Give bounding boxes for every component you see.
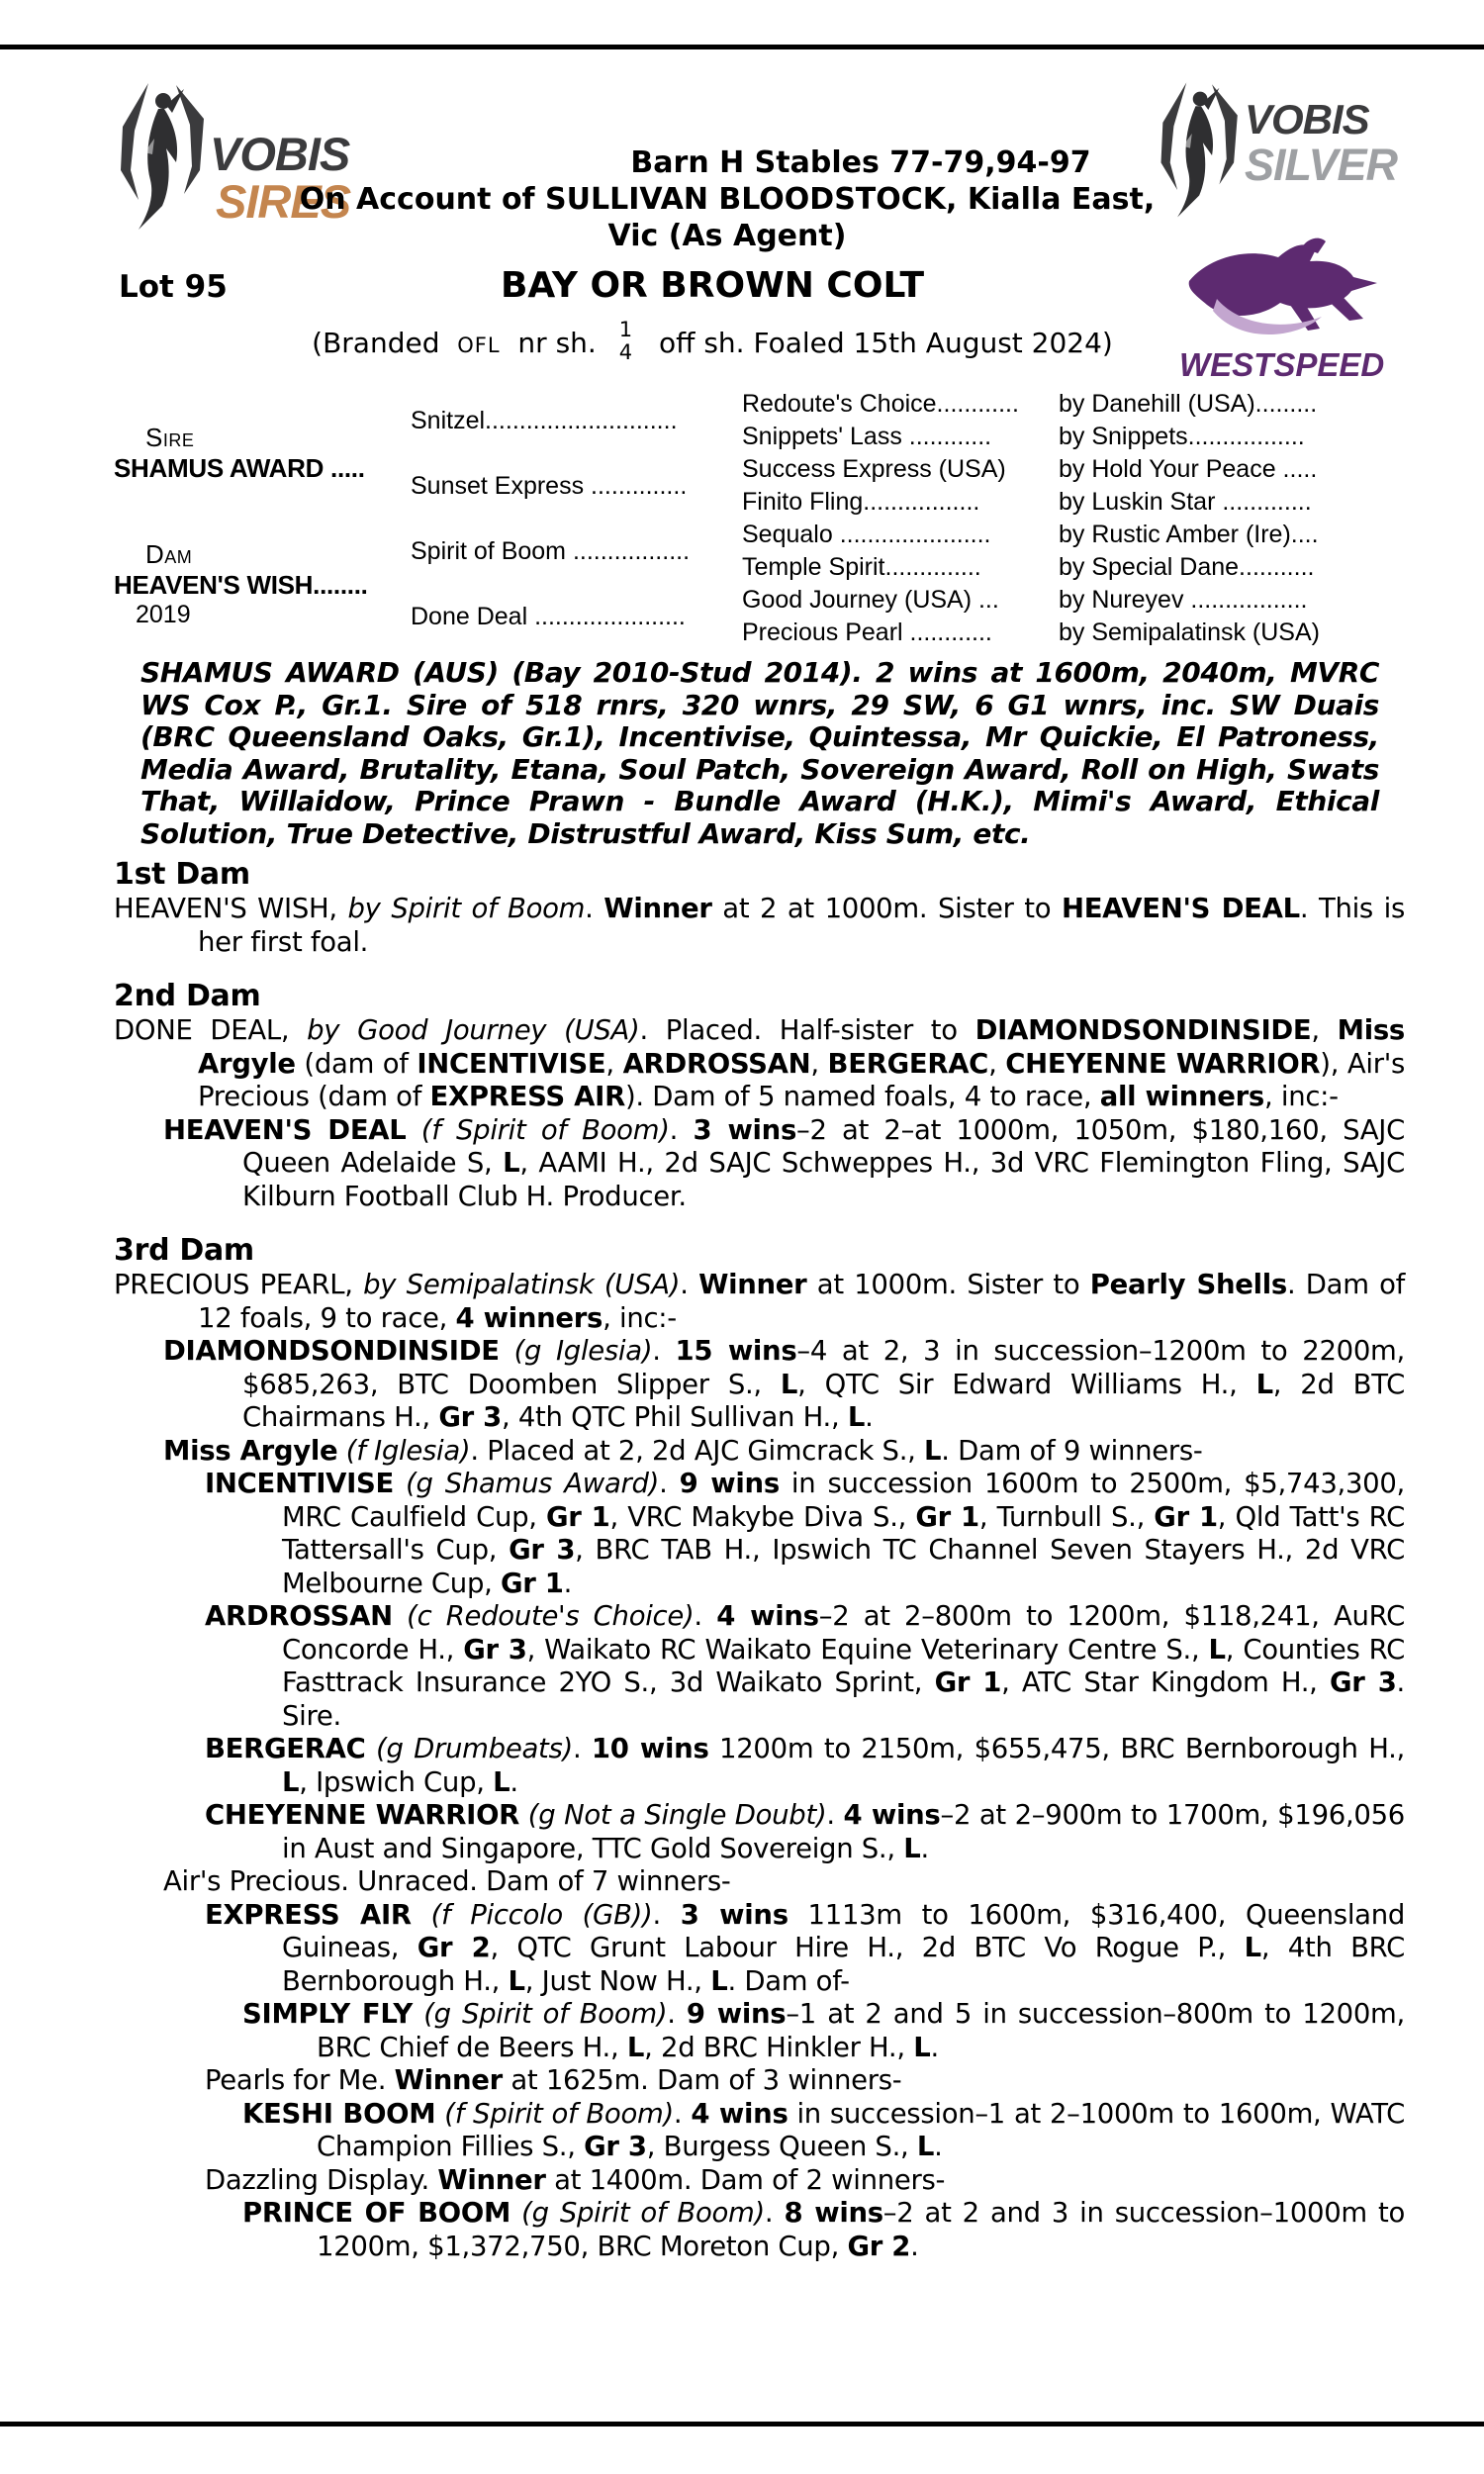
branded-near-side: nr sh. [517,327,597,359]
pedigree-gen3-entry: Snippets' Lass ............ [742,423,992,450]
brand-code: OFL [457,333,501,357]
sire-name: SHAMUS AWARD ..... [114,453,365,483]
pedigree-entry: BERGERAC (g Drumbeats). 10 wins 1200m to 2150m, $655,475, BRC Bernborough H., L, Ipswich Cup, L. [205,1733,1405,1798]
pedigree-sire-block [114,388,411,519]
vobis-silver-logo-text-top: VOBIS [1245,96,1369,143]
pedigree-gen4-entry: by Hold Your Peace ..... [1059,455,1318,483]
westspeed-logo-text-italic: SPEED [1273,346,1385,383]
pedigree-gen4-entry: by Rustic Amber (Ire).... [1059,521,1319,548]
pedigree-table [114,388,1405,649]
pedigree-gen4-entry: by Danehill (USA)......... [1059,390,1318,418]
pedigree-entry: INCENTIVISE (g Shamus Award). 9 wins in succession 1600m to 2500m, $5,743,300, MRC Caulfield Cup, Gr 1, VRC Makybe Diva S., Gr 1, Turnbull S., Gr 1, Qld Tatt's RC Tattersall's Cup, Gr 3, BRC TAB H., Ipswich TC Channel Seven Stayers H., 2d VRC Melbourne Cup, Gr 1. [205,1468,1406,1599]
pedigree-dam-block [114,519,411,649]
pedigree-gen2-entry: Snitzel............................ [411,406,678,434]
brand-number-fraction [619,319,632,364]
pedigree-entry: SIMPLY FLY (g Spirit of Boom). 9 wins–1 at 2 and 5 in succession–800m to 1200m, BRC Chief de Beers H., L, 2d BRC Hinkler H., L. [242,1998,1405,2063]
pedigree-gen3-entry: Redoute's Choice............ [742,390,1019,418]
pedigree-gen4-entry: by Luskin Star ............. [1059,488,1312,516]
lot-number: Lot 95 [119,269,228,305]
pedigree-entry: Pearls for Me. Winner at 1625m. Dam of 3 winners- [205,2064,902,2096]
brand-fraction-numerator: 1 [618,318,633,341]
vobis-silver-logo-text-bottom: SILVER [1245,140,1398,190]
pedigree-entry: EXPRESS AIR (f Piccolo (GB)). 3 wins 1113m to 1600m, $316,400, Queensland Guineas, Gr 2, QTC Grunt Labour Hire H., 2d BTC Vo Rogue P., L, 4th BRC Bernborough H., L, Just Now H., L. Dam of- [205,1898,1405,1997]
pedigree-gen2-entry: Sunset Express .............. [411,471,688,500]
pedigree-entry: DONE DEAL, by Good Journey (USA). Placed. Half-sister to DIAMONDSONDINSIDE, Miss Argyle (dam of INCENTIVISE, ARDROSSAN, BERGERAC, CHEYENNE WARRIOR), Air's Precious (dam of EXPRESS AIR). Dam of 5 named foals, 4 to race, all winners, inc:- [114,1014,1406,1112]
branded-prefix: (Branded [312,327,440,359]
pedigree-entry: CHEYENNE WARRIOR (g Not a Single Doubt). 4 wins–2 at 2–900m to 1700m, $196,056 in Aust and Singapore, TTC Gold Sovereign S., L. [205,1799,1405,1864]
sire-summary-paragraph: SHAMUS AWARD (AUS) (Bay 2010-Stud 2014). 2 wins at 1600m, 2040m, MVRC WS Cox P., Gr.1. Sire of 518 rnrs, 320 wnrs, 29 SW, 6 G1 wnrs, inc. SW Duais (BRC Queensland Oaks, Gr.1), Incentivise, Quintessa, Mr Quickie, El Patroness, Media Award, Brutality, Etana, Soul Patch, Sovereign Award, Roll on High, Swats That, Willaidow, Prince Prawn - Bundle Award (H.K.), Mimi's Award, Ethical Solution, True Detective, Distrustful Award, Kiss Sum, etc. [140,656,1379,850]
dam-label: Dam [145,538,193,569]
branding-line [114,319,1311,370]
bottom-divider [0,2422,1484,2426]
vobis-sires-horse-icon [115,79,214,233]
pedigree-gen3-entry: Precious Pearl ............ [742,618,992,646]
vobis-sires-logo-text-top: VOBIS [210,128,350,180]
barn-stables-line: Barn H Stables 77-79,94-97 [630,145,1091,180]
pedigree-entry: HEAVEN'S DEAL (f Spirit of Boom). 3 wins–2 at 2–at 1000m, 1050m, $180,160, SAJC Queen Adelaide S, L, AAMI H., 2d SAJC Schweppes H., 3d VRC Flemington Fling, SAJC Kilburn Football Club H. Producer. [163,1113,1406,1212]
pedigree-gen4-entry: by Semipalatinsk (USA) [1059,618,1320,646]
westspeed-logo-text-bold: WEST [1179,346,1274,383]
dam-sections [114,857,1405,2263]
pedigree-gen3-entry: Sequalo ...................... [742,521,991,548]
pedigree-entry: DIAMONDSONDINSIDE (g Iglesia). 15 wins–4 at 2, 3 in succession–1200m to 2200m, $685,263, BTC Doomben Slipper S., L, QTC Sir Edward Williams H., L, 2d BTC Chairmans H., Gr 3, 4th QTC Phil Sullivan H., L. [163,1335,1406,1433]
branded-suffix: off sh. Foaled 15th August 2024) [659,327,1113,359]
pedigree-entry: HEAVEN'S WISH, by Spirit of Boom. Winner at 2 at 1000m. Sister to HEAVEN'S DEAL. This is her first foal. [114,893,1405,958]
pedigree-gen4-entry: by Snippets................. [1059,423,1305,450]
pedigree-gen4-entry: by Special Dane........... [1059,553,1315,581]
pedigree-gen3-entry: Success Express (USA) [742,455,1006,483]
pedigree-entry: Dazzling Display. Winner at 1400m. Dam of 2 winners- [205,2163,946,2196]
pedigree-gen2-entry: Done Deal ...................... [411,602,686,630]
pedigree-entry: KESHI BOOM (f Spirit of Boom). 4 wins in succession–1 at 2–1000m to 1600m, WATC Champion Fillies S., Gr 3, Burgess Queen S., L. [242,2097,1406,2162]
top-divider [0,45,1484,49]
pedigree-entry: ARDROSSAN (c Redoute's Choice). 4 wins–2 at 2–800m to 1200m, $118,241, AuRC Concorde H., Gr 3, Waikato RC Waikato Equine Veterinary Centre S., L, Counties RC Fasttrack Insurance 2YO S., 3d Waikato Sprint, Gr 1, ATC Star Kingdom H., Gr 3. Sire. [205,1600,1405,1732]
pedigree-entry: PRECIOUS PEARL, by Semipalatinsk (USA). Winner at 1000m. Sister to Pearly Shells. Dam of 12 foals, 9 to race, 4 winners, inc:- [114,1269,1405,1334]
section-heading-1st-dam: 1st Dam [114,857,250,892]
pedigree-gen3-entry: Finito Fling................. [742,488,980,516]
consignor-state-line: Vic (As Agent) [607,219,847,253]
pedigree-entry: Miss Argyle (f Iglesia). Placed at 2, 2d AJC Gimcrack S., L. Dam of 9 winners- [163,1434,1203,1467]
dam-foaling-year: 2019 [136,600,191,628]
section-heading-3rd-dam: 3rd Dam [114,1233,254,1268]
sire-label: Sire [145,423,195,452]
on-account-of-line: On Account of SULLIVAN BLOODSTOCK, Kialla East, [299,182,1156,217]
section-heading-2nd-dam: 2nd Dam [114,979,261,1013]
pedigree-entry: Air's Precious. Unraced. Dam of 7 winners- [163,1865,731,1897]
dam-name: HEAVEN'S WISH........ [114,569,368,600]
brand-fraction-denominator: 4 [618,340,633,364]
horse-description-title: BAY OR BROWN COLT [500,265,924,306]
pedigree-gen3-entry: Good Journey (USA) ... [742,586,999,614]
pedigree-entry: PRINCE OF BOOM (g Spirit of Boom). 8 wins–2 at 2 and 3 in succession–1000m to 1200m, $1,372,750, BRC Moreton Cup, Gr 2. [242,2197,1405,2262]
consignor-block [292,144,1162,254]
pedigree-gen3-entry: Temple Spirit.............. [742,553,981,581]
vobis-sires-logo-text-bottom: SIRES [216,175,351,228]
pedigree-gen4-entry: by Nureyev ................. [1059,586,1308,614]
pedigree-gen2-entry: Spirit of Boom ................. [411,536,691,565]
